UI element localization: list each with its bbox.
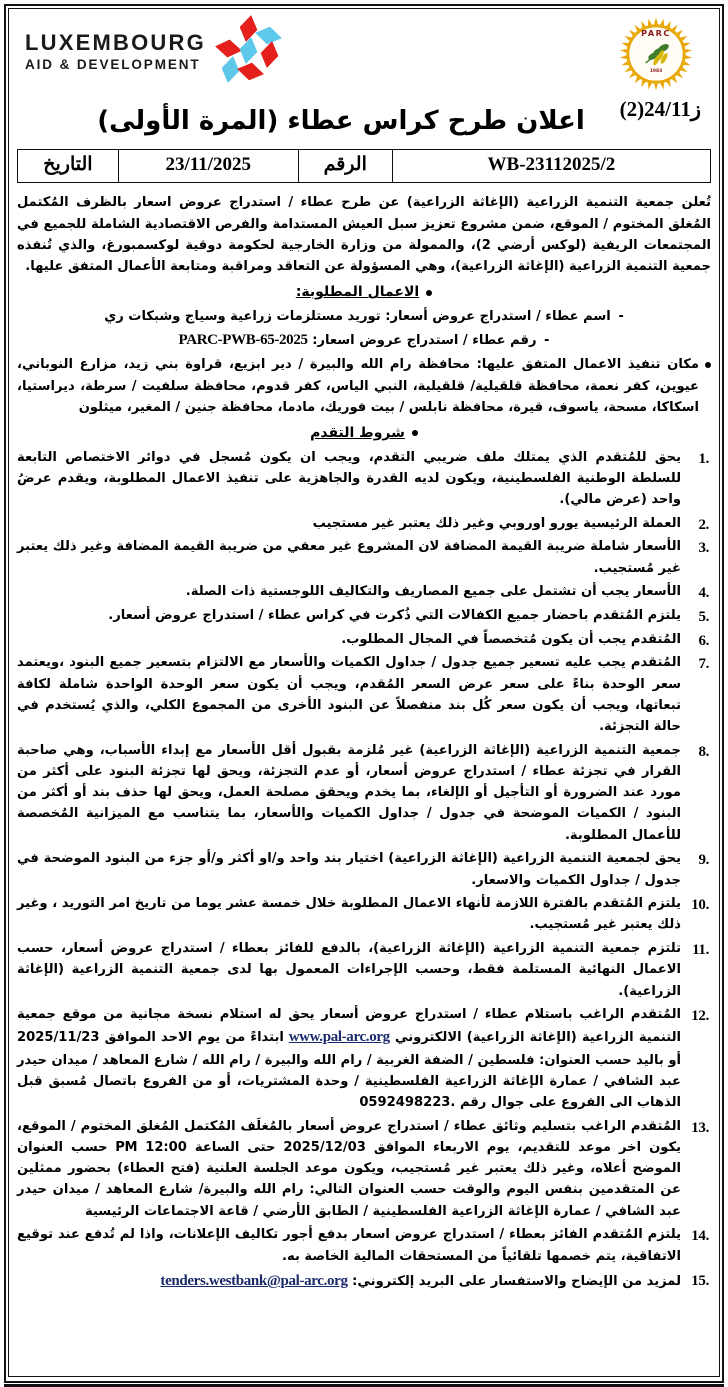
tender-number-value: WB-23112025/2 [392, 149, 710, 183]
required-work-item-number-text: رقم عطاء / استدراج عروض اسعار: [312, 333, 537, 349]
list-item: المُتقدم يجب أن يكون مُتخصصاً في المجال المطلوب. [341, 631, 681, 647]
parc-seal-icon [619, 17, 693, 91]
tender-reference-code: PARC-PWB-65-2025 [178, 332, 308, 349]
list-item: يحق للمُتقدم الذي يمتلك ملف ضريبي التقدم، ويجب ان يكون مُسجل في دوائر الاختصاص التابعة للسلطة الوطنية الفلسطينية، ويكون لديه القدرة والجاهزية على تنفيذ الاعمال المطلوبة، ويقدم عرضُ واحد (عرض مالي). [17, 449, 681, 508]
list-item: تلتزم جمعية التنمية الزراعية (الإغاثة الزراعية)، بالدفع للفائز بعطاء / استدراج عروض أسعار، حسب الاعمال النهائية المستلمة فقط، وحسب الإجراءات المعمول بها لدى جمعية التنمية الزراعية (الإغاثة الزراعية). [17, 941, 681, 999]
list-item-with-website [17, 1004, 711, 1113]
required-work-item-name-text: اسم عطاء / استدراج عروض أسعار: توريد مستلزمات زراعية وسياج وشبكات ري [104, 308, 611, 324]
list-item: الأسعار يجب أن تشتمل على جميع المصاريف والتكاليف اللوجستية ذات الصلة. [185, 584, 681, 600]
bullet-icon [426, 290, 432, 296]
required-work-item-name [17, 306, 711, 327]
tender-number-label: الرقم [298, 149, 392, 183]
list-item: يلتزم المُتقدم بالفترة اللازمة لأنهاء الاعمال المطلوبة خلال خمسة عشر يوما من تاريخ امر التوريد ، وغير ذلك يعتبر غير مُستجيب. [17, 896, 681, 933]
page-title: اعلان طرح كراس عطاء (المرة الأولى) [97, 106, 585, 136]
list-item: المُتقدم يجب عليه تسعير جميع جدول / جداول الكميات والأسعار مع الالتزام بتسعير جميع البنود ،ويعتمد سعر الوحدة بناءً على سعر عرض السعر المُقدم، ويجب أن يكون سعر الوحدة الواحدة شاملة لكافة تبعاتها، ويجب أن يكون سعر كُل بند منفصلاً عن البنود الأخرى من المجموع الكلي، والذي يُستخدم في حالة التجزئة. [17, 655, 681, 735]
list-item: يحق لجمعية التنمية الزراعية (الإغاثة الزراعية) اختيار بند واحد و/او أكثر و/أو جزء من البنود الموضحة في جدول / جداول الكميات والاسعار. [17, 851, 681, 888]
list-item: المُتقدم الراغب بتسليم وثائق عطاء / استدراج عروض أسعار بالمُغلَف المُكتمل المُغلق المختوم / الموقع، يكون اخر موعد للتقديم، يوم الاربعاء الموافق 2025/12/03 حتى الساعة 12:00 PM حسب العنوان الموضح أعلاه، وغير ذلك يعتبر غير مُستجيب، ويكون موعد الجلسة العلنية (فتح العطاء) بحضور ممثلين عن المتقدمين بنفس اليوم والوقت حسب العنوان التالي: رام الله والبيرة/ شارع المعاهد / ميدان حيدر عبد الشافي / عمارة الإغاثة الزراعية الفلسطينية / الطابق الأرضي / قاعة الاجتماعات الرئيسية [17, 1118, 681, 1219]
luxembourg-pinwheel-icon [216, 21, 282, 83]
location-bullet-block [17, 354, 711, 418]
tender-date-label: التاريخ [18, 149, 119, 183]
section-heading-conditions [17, 422, 711, 445]
svg-text:PARC: PARC [641, 28, 671, 39]
list-item: يلتزم المُتقدم باحضار جميع الكفالات التي ذُكرت في كراس عطاء / استدراج عروض أسعار. [108, 608, 681, 624]
table-row [18, 149, 711, 183]
email-link[interactable]: tenders.westbank@pal-arc.org [160, 1273, 348, 1290]
section-heading-required-works [17, 281, 711, 304]
svg-text:1983: 1983 [649, 68, 663, 74]
tender-date-value: 23/11/2025 [118, 149, 298, 183]
condition-15-text: لمزيد من الإيضاح والاستفسار على البريد إلكتروني: tenders.westbank@pal-arc.org [160, 1273, 681, 1290]
bullet-icon [705, 362, 711, 368]
document-body [17, 192, 711, 1293]
luxembourg-logo-text [25, 31, 206, 72]
required-work-item-number [17, 328, 711, 352]
document-frame [8, 8, 720, 1377]
location-bullet-text: مكان تنفيذ الاعمال المتفق عليها: محافظة رام الله والبيرة / دير ابزيع، قراوة بني زيد، مزارع النوباني، عيوين، كفر نعمة، محافظة قلقيلية/ قلقيلية، النبي الياس، كفر قدوم، محافظة سلفيت / سرطة، ديراستيا، اسكاكا، مسحة، ياسوف، قيرة، محافظة نابلس / بيت فوريك، مادما، محافظة جنين / المغير، ميثلون [17, 357, 699, 415]
list-item: جمعية التنمية الزراعية (الإغاثة الزراعية) غير مُلزمة بقبول أقل الأسعار مع إبداء الأسباب، وهي صاحبة القرار في تجزئة عطاء / استدراج عروض أسعار، أو عدم التجزئة، ويحق لها تجزئة البنود على أكثر من مورد عند الضرورة أو التأجيل أو الإلغاء، بما يخدم ويحقق مصلحة العمل، ويحق لها حذف بند أو أكثر من البنود / الكميات الموضحة في جدول / جداول الكميات والأسعار، بما يتناسب مع الميزانية المُخصصة للأعمال المطلوبة. [17, 742, 681, 843]
intro-paragraph: تُعلن جمعية التنمية الزراعية (الإغاثة الزراعية) عن طرح عطاء / استدراج عروض اسعار بالظرف المُكتمل المُغلق المختوم / الموقع، ضمن مشروع تعزيز سبل العيش المستدامة والفرص الاقتصادية الشاملة للجميع في المجتمعات الريفية (لوكس أرضي 2)، والممولة من وزارة الخارجية لحكومة دوقية لوكسمبورغ، والذي تُنفذه جمعية التنمية الزراعية (الإغاثة الزراعية)، وهي المسؤولة عن التعاقد ومراقبة ومتابعة الأعمال المتفق عليها. [17, 195, 711, 274]
list-item: يلتزم المُتقدم الفائز بعطاء / استدراج عروض اسعار بدفع أجور تكاليف الإعلانات، واذا لم تُدفع عند توقيع الاتفاقية، يتم خصمها تلقائياً من المستحقات المالية الخاصة به. [17, 1227, 681, 1264]
bullet-icon [412, 430, 418, 436]
dash-marker: - [544, 333, 550, 349]
section-heading-label: شروط التقدم [310, 424, 405, 441]
list-item: العملة الرئيسية يورو اوروبي وغير ذلك يعتبر غير مستجيب [312, 515, 681, 531]
luxembourg-logo-line1: LUXEMBOURG [25, 30, 206, 56]
tender-info-table [17, 149, 711, 184]
condition-12-text: المُتقدم الراغب باستلام عطاء / استدراج عروض أسعار يحق له استلام نسخة مجانية من موقع جمعية التنمية الزراعية (الإغاثة الزراعية) الالكتروني www.pal-arc.org ابتداءً من يوم الاحد الموافق 2025/11/23 أو باليد حسب العنوان: فلسطين / الضفة الغربية / رام الله والبيرة / رام الله / شارع المعاهد / ميدان حيدر عبد الشافي / عمارة الإغاثة الزراعية الفلسطينية / وحدة المشتريات، أو من الفروع باتصال مُسبق قبل الذهاب الى الفروع على جوال رقم .0592498223 [17, 1007, 681, 1111]
list-item-with-email [17, 1269, 711, 1293]
reference-code: ز24/11(2) [619, 97, 701, 121]
website-link[interactable]: www.pal-arc.org [288, 1029, 390, 1046]
dash-marker: - [618, 308, 624, 324]
luxembourg-aid-development-logo [25, 21, 282, 83]
luxembourg-logo-line2: AID & DEVELOPMENT [25, 57, 201, 73]
section-heading-label: الاعمال المطلوبة: [295, 284, 420, 301]
list-item: الأسعار شاملة ضريبة القيمة المضافة لان المشروع غير معفي من ضريبة القيمة المضافة وغير ذلك يعتبر غير مُستجيب. [17, 539, 681, 576]
conditions-list [17, 447, 711, 1294]
